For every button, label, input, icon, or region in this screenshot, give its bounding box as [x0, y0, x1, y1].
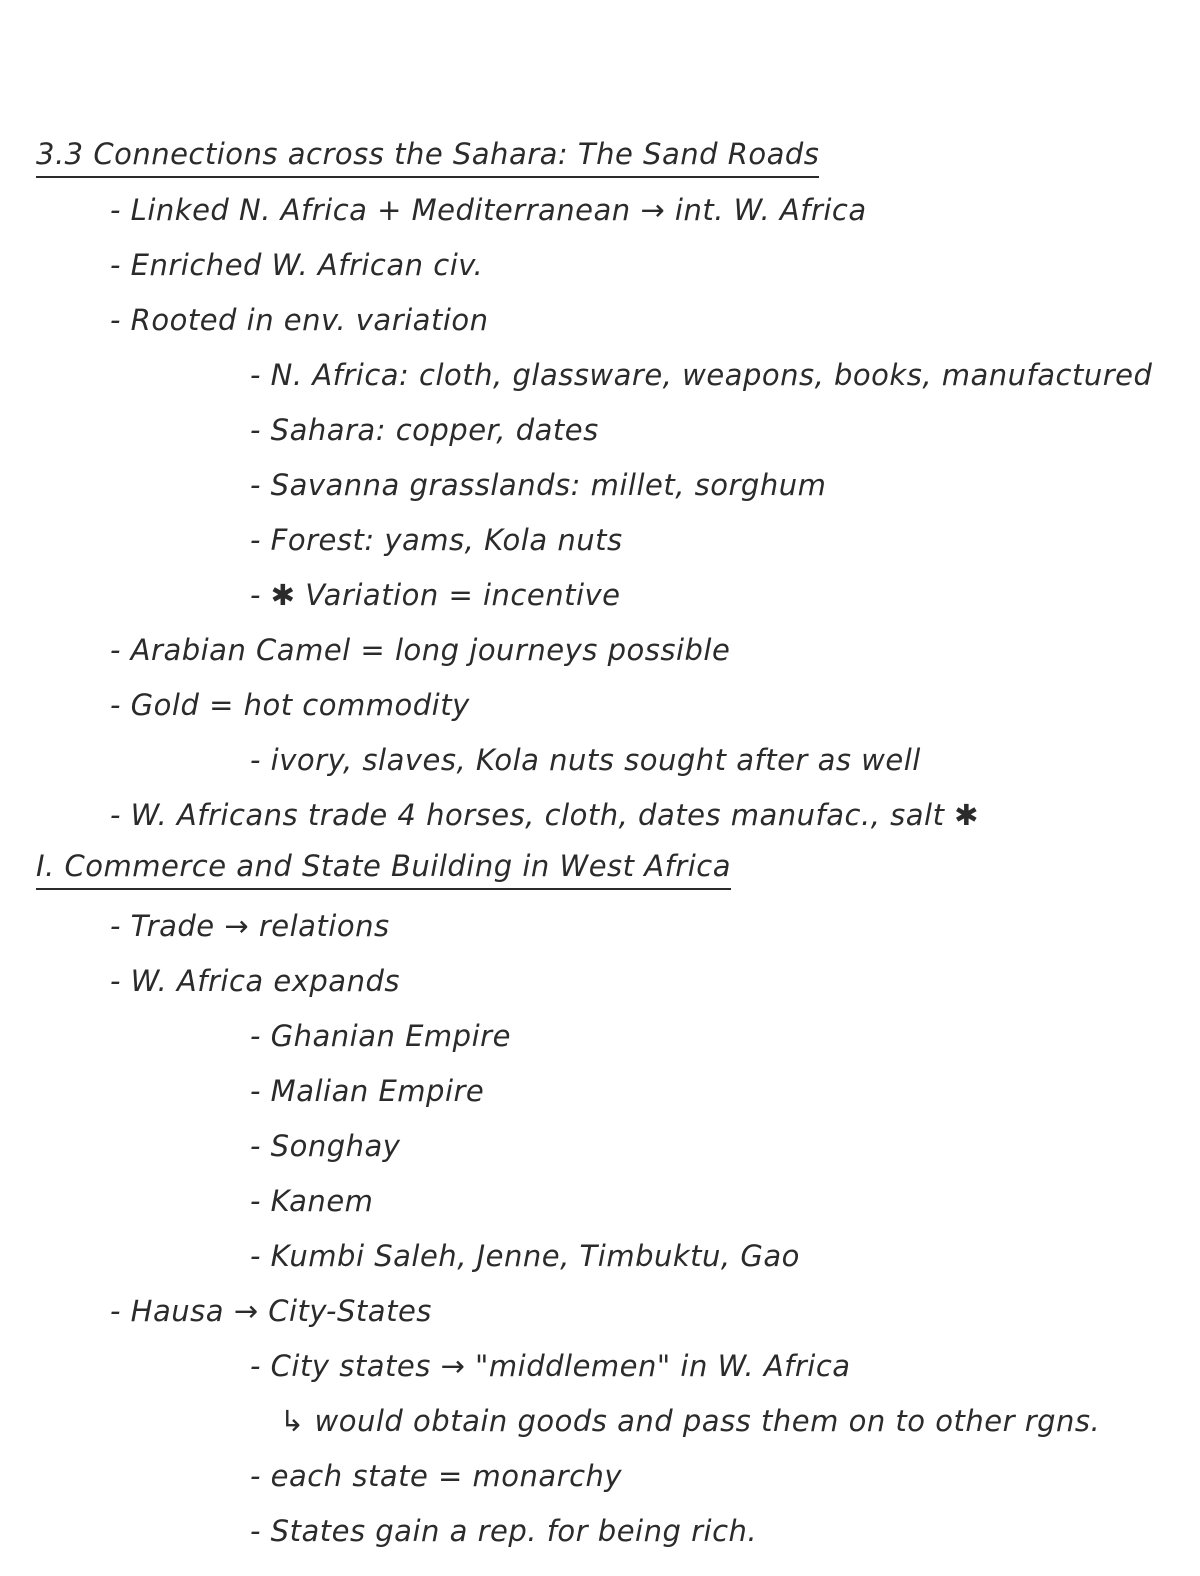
note-line: - Rooted in env. variation: [110, 303, 489, 337]
note-subline: - Songhay: [250, 1129, 401, 1163]
note-line: - W. Africa expands: [110, 964, 400, 998]
note-subline: - Ghanian Empire: [250, 1019, 511, 1053]
note-subline: - Kumbi Saleh, Jenne, Timbuktu, Gao: [250, 1239, 800, 1273]
note-subline: - Forest: yams, Kola nuts: [250, 523, 623, 557]
note-line: - Linked N. Africa + Mediterranean → int. W. Africa: [110, 193, 867, 227]
note-subline: - ivory, slaves, Kola nuts sought after as well: [250, 743, 921, 777]
note-subline: - Malian Empire: [250, 1074, 485, 1108]
note-subline: - Savanna grasslands: millet, sorghum: [250, 468, 827, 502]
note-subline: - States gain a rep. for being rich.: [250, 1514, 758, 1548]
note-line: - Arabian Camel = long journeys possible: [110, 633, 731, 667]
note-subline: - Kanem: [250, 1184, 374, 1218]
note-line: - Hausa → City-States: [110, 1294, 432, 1328]
note-line: - W. Africans trade 4 horses, cloth, dates manufac., salt ✱: [110, 798, 979, 832]
note-line: - Enriched W. African civ.: [110, 248, 484, 282]
note-subline: - each state = monarchy: [250, 1459, 623, 1493]
note-subline: - ✱ Variation = incentive: [250, 578, 621, 612]
section-heading-sand-roads: 3.3 Connections across the Sahara: The Sand Roads: [36, 136, 819, 178]
note-subline: - City states → "middlemen" in W. Africa: [250, 1349, 851, 1383]
section-heading-commerce: I. Commerce and State Building in West Africa: [36, 848, 731, 890]
note-line: - Gold = hot commodity: [110, 688, 470, 722]
note-line: - Trade → relations: [110, 909, 390, 943]
note-subline: - Sahara: copper, dates: [250, 413, 599, 447]
note-subline: - N. Africa: cloth, glassware, weapons, books, manufactured: [250, 358, 1153, 392]
note-subline-arrow: ↳ would obtain goods and pass them on to other rgns.: [280, 1404, 1101, 1438]
